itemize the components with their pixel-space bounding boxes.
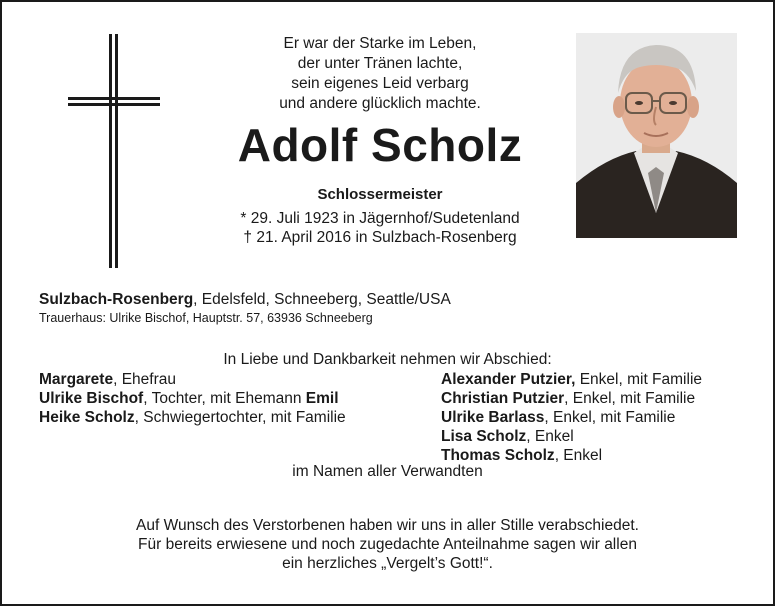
location-line — [39, 291, 451, 309]
family-member: Heike Scholz, Schwiegertochter, mit Familie — [39, 409, 346, 426]
cross-icon — [68, 34, 160, 268]
poem-line: der unter Tränen lachte, — [297, 55, 463, 72]
location-main: Sulzbach-Rosenberg — [39, 291, 194, 308]
poem-line: sein eigenes Leid verbarg — [291, 75, 469, 92]
family-member: Christian Putzier, Enkel, mit Familie — [441, 390, 696, 407]
closing-text — [60, 516, 715, 573]
closing-line: Für bereits erwiesene und noch zugedachte Anteilnahme sagen wir allen — [138, 536, 637, 553]
relatives-line: im Namen aller Verwandten — [292, 463, 483, 480]
mourning-house: Trauerhaus: Ulrike Bischof, Hauptstr. 57, 63936 Schneeberg — [39, 311, 373, 325]
family-member: Alexander Putzier, Enkel, mit Familie — [441, 371, 703, 388]
family-member: Ulrike Bischof, Tochter, mit Ehemann Emil — [39, 390, 339, 407]
death-line: † 21. April 2016 in Sulzbach-Rosenberg — [243, 229, 517, 246]
farewell-line: In Liebe und Dankbarkeit nehmen wir Abschied: — [223, 351, 552, 368]
profession: Schlossermeister — [317, 186, 443, 203]
portrait-photo — [576, 33, 737, 238]
deceased-name: Adolf Scholz — [237, 119, 523, 171]
closing-line: ein herzliches „Vergelt’s Gott!“. — [282, 555, 493, 572]
family-member: Ulrike Barlass, Enkel, mit Familie — [441, 409, 676, 426]
birth-line: * 29. Juli 1923 in Jägernhof/Sudetenland — [240, 210, 520, 227]
family-member: Margarete, Ehefrau — [39, 371, 176, 388]
family-member: Thomas Scholz, Enkel — [441, 447, 603, 464]
closing-line: Auf Wunsch des Verstorbenen haben wir uns in aller Stille verabschiedet. — [136, 517, 639, 534]
location-rest: , Edelsfeld, Schneeberg, Seattle/USA — [193, 291, 451, 308]
family-right-column — [441, 370, 702, 465]
poem-line: Er war der Starke im Leben, — [283, 35, 477, 52]
family-left-column — [39, 370, 346, 427]
poem — [230, 34, 530, 114]
poem-line: und andere glücklich machte. — [279, 95, 481, 112]
family-member: Lisa Scholz, Enkel — [441, 428, 574, 445]
